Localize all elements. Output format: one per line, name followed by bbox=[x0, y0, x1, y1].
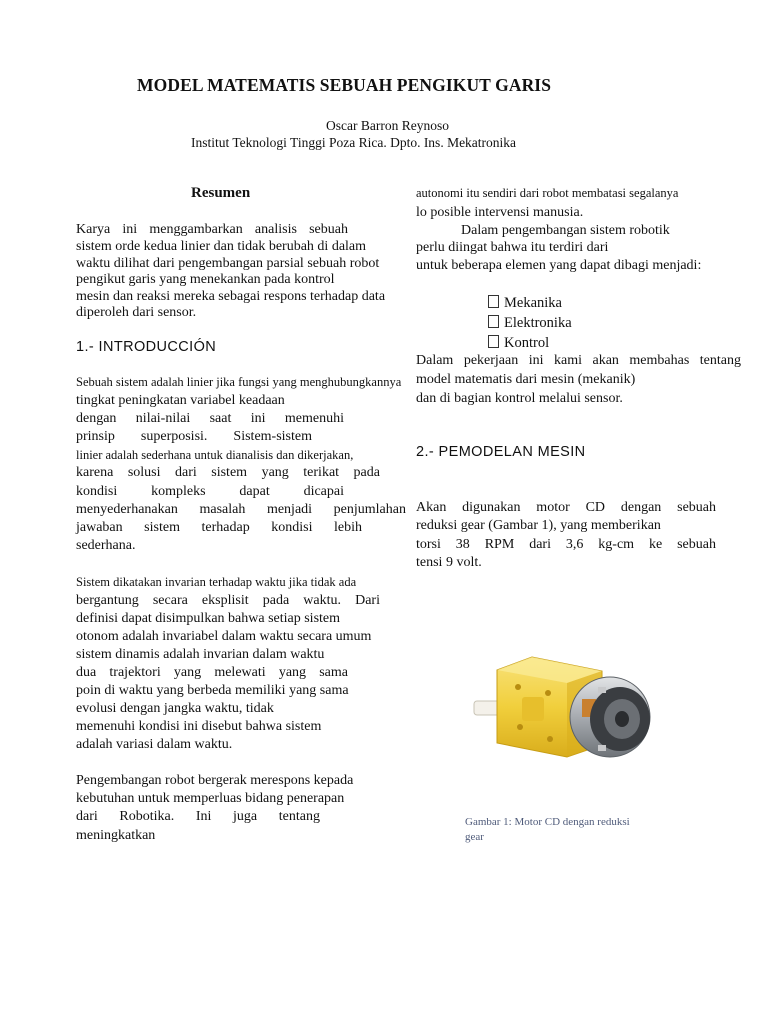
paragraph-line: Pengembangan robot bergerak merespons kepada bbox=[76, 773, 354, 788]
list-item bbox=[488, 334, 549, 352]
paragraph-line: untuk beberapa elemen yang dapat dibagi menjadi: bbox=[416, 258, 702, 273]
author-affiliation: Institut Teknologi Tinggi Poza Rica. Dpto. Ins. Mekatronika bbox=[191, 135, 517, 150]
abstract-line: mesin dan reaksi mereka sebagai respons terhadap data bbox=[76, 289, 386, 304]
bullet-box-icon bbox=[488, 295, 499, 308]
gear-motor-figure bbox=[462, 615, 662, 810]
bullet-box-icon bbox=[488, 315, 499, 328]
paragraph-line: bergantung secara eksplisit pada waktu. Dari bbox=[76, 593, 380, 608]
paragraph-line: definisi dapat disimpulkan bahwa setiap sistem bbox=[76, 611, 341, 626]
paragraph-line: evolusi dengan jangka waktu, tidak bbox=[76, 701, 274, 716]
paragraph-line: linier adalah sederhana untuk dianalisis dan dikerjakan, bbox=[76, 448, 354, 462]
paragraph-line: tensi 9 volt. bbox=[416, 555, 482, 570]
paragraph-line: autonomi itu sendiri dari robot membatasi segalanya bbox=[416, 186, 679, 200]
paragraph-line: adalah variasi dalam waktu. bbox=[76, 737, 233, 752]
paper-title: MODEL MATEMATIS SEBUAH PENGIKUT GARIS bbox=[137, 75, 552, 95]
list-item bbox=[488, 314, 572, 332]
bullet-box-icon bbox=[488, 335, 499, 348]
figure-caption: gear bbox=[465, 831, 484, 843]
paragraph-line: Sebuah sistem adalah linier jika fungsi yang menghubungkannya bbox=[76, 375, 402, 389]
paragraph-line: reduksi gear (Gambar 1), yang memberikan bbox=[416, 518, 661, 533]
list-item-label: Kontrol bbox=[504, 335, 550, 351]
abstract-line: sistem orde kedua linier dan tidak berubah di dalam bbox=[76, 239, 367, 254]
author-name: Oscar Barron Reynoso bbox=[326, 118, 449, 133]
paragraph-line: Dalam pekerjaan ini kami akan membahas tentang bbox=[416, 353, 741, 368]
paragraph-line: jawaban sistem terhadap kondisi lebih bbox=[76, 520, 362, 535]
abstract-line: waktu dilihat dari pengembangan parsial sebuah robot bbox=[76, 256, 380, 271]
paragraph-line: sederhana. bbox=[76, 538, 136, 553]
paragraph-line: meningkatkan bbox=[76, 828, 156, 843]
section-heading-modeling: 2.- PEMODELAN MESIN bbox=[416, 444, 586, 460]
paragraph-line: kondisi kompleks dapat dicapai bbox=[76, 484, 344, 499]
paragraph-line: dengan nilai-nilai saat ini memenuhi bbox=[76, 411, 344, 426]
abstract-line: diperoleh dari sensor. bbox=[76, 305, 197, 320]
section-heading-introduction: 1.- INTRODUCCIÓN bbox=[76, 339, 217, 355]
paragraph-line: kebutuhan untuk memperluas bidang penerapan bbox=[76, 791, 345, 806]
abstract-heading: Resumen bbox=[191, 185, 251, 201]
paragraph-line: Akan digunakan motor CD dengan sebuah bbox=[416, 500, 716, 515]
paragraph-line: dua trajektori yang melewati yang sama bbox=[76, 665, 348, 680]
paragraph-line: menyederhanakan masalah menjadi penjumlahan bbox=[76, 502, 406, 517]
abstract-line: pengikut garis yang menekankan pada kontrol bbox=[76, 272, 335, 287]
paragraph-line: Dalam pengembangan sistem robotik bbox=[461, 223, 670, 238]
list-item bbox=[488, 294, 562, 312]
paragraph-line: perlu diingat bahwa itu terdiri dari bbox=[416, 240, 609, 255]
paragraph-line: torsi 38 RPM dari 3,6 kg-cm ke sebuah bbox=[416, 537, 716, 552]
list-item-label: Elektronika bbox=[504, 315, 572, 331]
paragraph-line: model matematis dari mesin (mekanik) bbox=[416, 372, 636, 387]
paragraph-line: dan di bagian kontrol melalui sensor. bbox=[416, 391, 623, 406]
paragraph-line: otonom adalah invariabel dalam waktu secara umum bbox=[76, 629, 372, 644]
list-item-label: Mekanika bbox=[504, 295, 562, 311]
paragraph-line: tingkat peningkatan variabel keadaan bbox=[76, 393, 285, 408]
figure-caption: Gambar 1: Motor CD dengan reduksi bbox=[465, 816, 630, 828]
paragraph-line: Sistem dikatakan invarian terhadap waktu jika tidak ada bbox=[76, 575, 357, 589]
paragraph-line: lo posible intervensi manusia. bbox=[416, 205, 584, 220]
paragraph-line: memenuhi kondisi ini disebut bahwa sistem bbox=[76, 719, 322, 734]
paragraph-line: sistem dinamis adalah invarian dalam waktu bbox=[76, 647, 325, 662]
paragraph-line: karena solusi dari sistem yang terikat pada bbox=[76, 465, 380, 480]
paragraph-line: poin di waktu yang berbeda memiliki yang sama bbox=[76, 683, 349, 698]
abstract-line: Karya ini menggambarkan analisis sebuah bbox=[76, 222, 348, 237]
paragraph-line: prinsip superposisi. Sistem-sistem bbox=[76, 429, 312, 444]
paragraph-line: dari Robotika. Ini juga tentang bbox=[76, 809, 320, 824]
